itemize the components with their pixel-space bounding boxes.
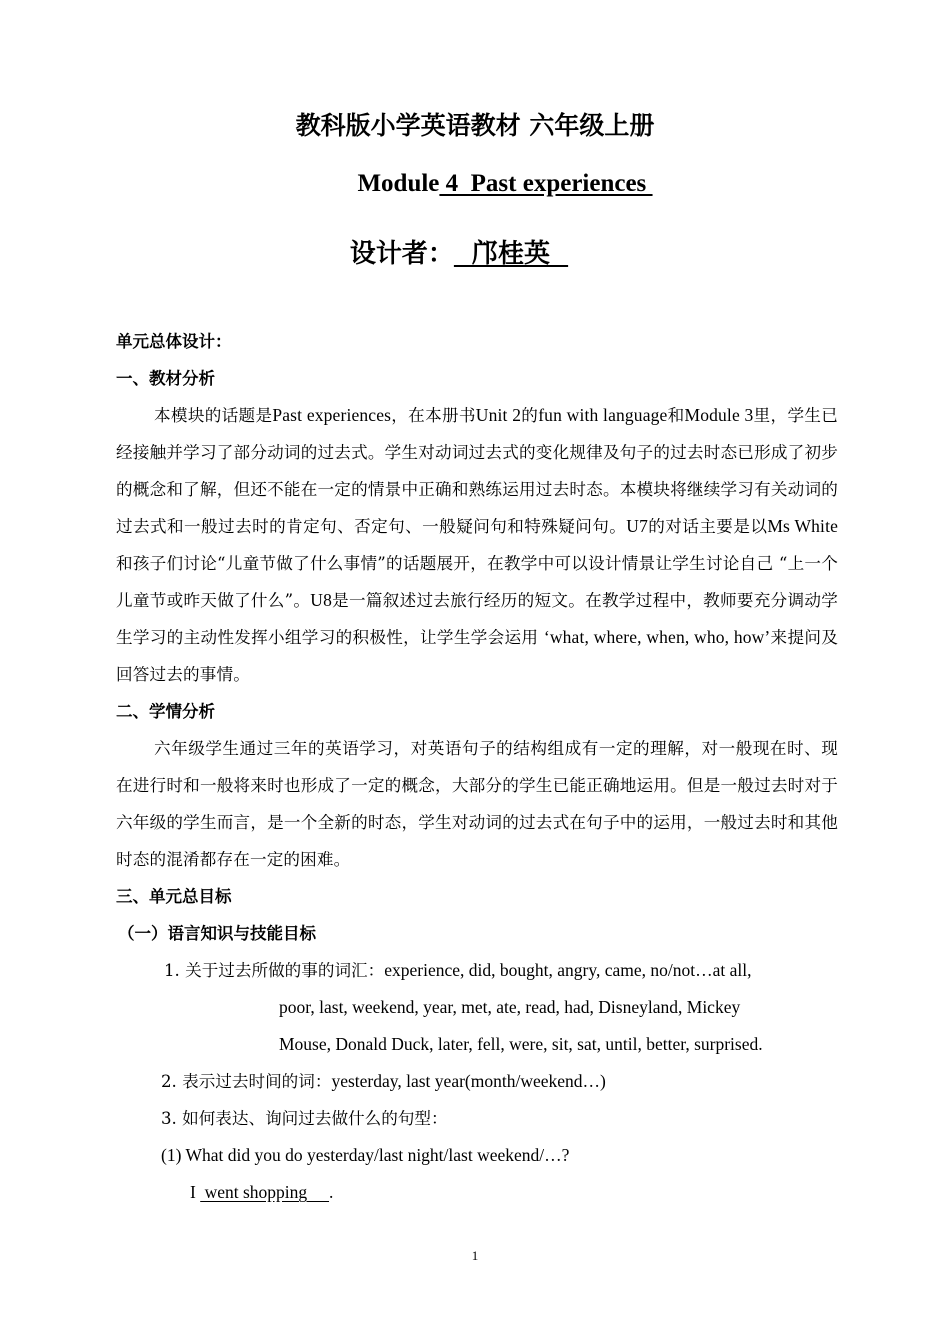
designer-label: 设计者： [349, 239, 454, 269]
document-title: 教科版小学英语教材 六年级上册 [295, 111, 655, 140]
vocabulary-continuation: poor, last, weekend, year, met, ate, read, had, Disneyland, Mickey [279, 997, 741, 1017]
paragraph-run: fun with language [538, 405, 668, 425]
textbook-analysis-paragraph [116, 397, 838, 693]
paragraph-run: 和 [667, 406, 685, 425]
student-analysis-paragraph: 六年级学生通过三年的英语学习，对英语句子的结构组成有一定的理解，对一般现在时、现在进行时和一般将来时也形成了一定的概念，大部分的学生已能正确地运用。但是一般过去时对于六年级的学生而言，是一个全新的时态，学生对动词的过去式在句子中的运用，一般过去时和其他时态的混淆都存在一定的困难。 [116, 739, 838, 869]
module-name: 4 Past experiences [439, 170, 653, 197]
paragraph-run: 本模块的话题是 [154, 406, 273, 425]
paragraph-run: 的 [521, 406, 539, 425]
vocabulary-words: experience, did, bought, angry, came, no/not…at all, [384, 960, 752, 980]
paragraph-run: U7 [626, 516, 648, 536]
paragraph-run: Ms White [767, 516, 838, 536]
paragraph-run: 里，学生已经接触并学习了部分动词的过去式。学生对动词过去式的变化规律及句子的过去时态已形成了初步的概念和了解，但还不能在一定的情景中正确和熟练运用过去时态。本模块将继续学习有关动词的过去式和一般过去时的肯定句、否定句、一般疑问句和特殊疑问句。 [116, 406, 839, 536]
paragraph-run: 来提问及回答过去的事情。 [116, 628, 838, 684]
list-item-label: 1. 关于过去所做的事的词汇： [164, 961, 385, 980]
paragraph-run: U8 [310, 590, 332, 610]
designer-line [0, 233, 934, 270]
section-heading-unit-goals: 三、单元总目标 [116, 887, 232, 906]
section-heading-student-analysis: 二、学情分析 [116, 702, 215, 721]
section-heading-textbook-analysis: 一、教材分析 [116, 369, 215, 388]
designer-name: 邝桂英 [453, 239, 569, 269]
paragraph-run: ‘what, where, when, who, how’ [543, 627, 771, 647]
list-item-label: 2. 表示过去时间的词： [161, 1072, 332, 1091]
question-pattern [161, 1137, 838, 1174]
module-title [30, 170, 950, 198]
subsection-heading-language-goals: （一）语言知识与技能目标 [118, 924, 316, 943]
question-text: (1) What did you do yesterday/last night/last weekend/…? [161, 1145, 570, 1165]
paragraph-run: 是一篇叙述过去旅行经历的短文。在教学过程中，教师要充分调动学生学习的主动性发挥小组学习的积极性，让学生学会运用 [116, 591, 838, 647]
answer-end: . [329, 1182, 334, 1202]
answer-pattern [190, 1174, 838, 1211]
answer-blank: went shopping [200, 1182, 330, 1202]
document-body [116, 323, 838, 1211]
overall-design-heading: 单元总体设计： [116, 332, 232, 351]
paragraph-run: Past experiences [272, 405, 392, 425]
paragraph-run: 的对话主要是以 [648, 517, 768, 536]
paragraph-run: ，在本册书 [391, 406, 476, 425]
paragraph-run: Unit 2 [475, 405, 522, 425]
paragraph-run: 和孩子们讨论“儿童节做了什么事情”的话题展开，在教学中可以设计情景让学生讨论自己 “上一个儿童节或昨天做了什么”。 [116, 554, 838, 610]
vocabulary-continuation: Mouse, Donald Duck, later, fell, were, sit, sat, until, better, surprised. [279, 1034, 763, 1054]
page-number: 1 [471, 1248, 479, 1263]
answer-prefix: I [190, 1182, 201, 1202]
list-item-time-words [161, 1063, 838, 1100]
module-prefix: Module [357, 170, 440, 197]
list-item-sentence-patterns: 3. 如何表达、询问过去做什么的句型： [161, 1109, 448, 1128]
paragraph-run: Module 3 [684, 405, 754, 425]
time-words: yesterday, last year(month/weekend…) [331, 1071, 606, 1091]
list-item-vocabulary [164, 952, 838, 989]
